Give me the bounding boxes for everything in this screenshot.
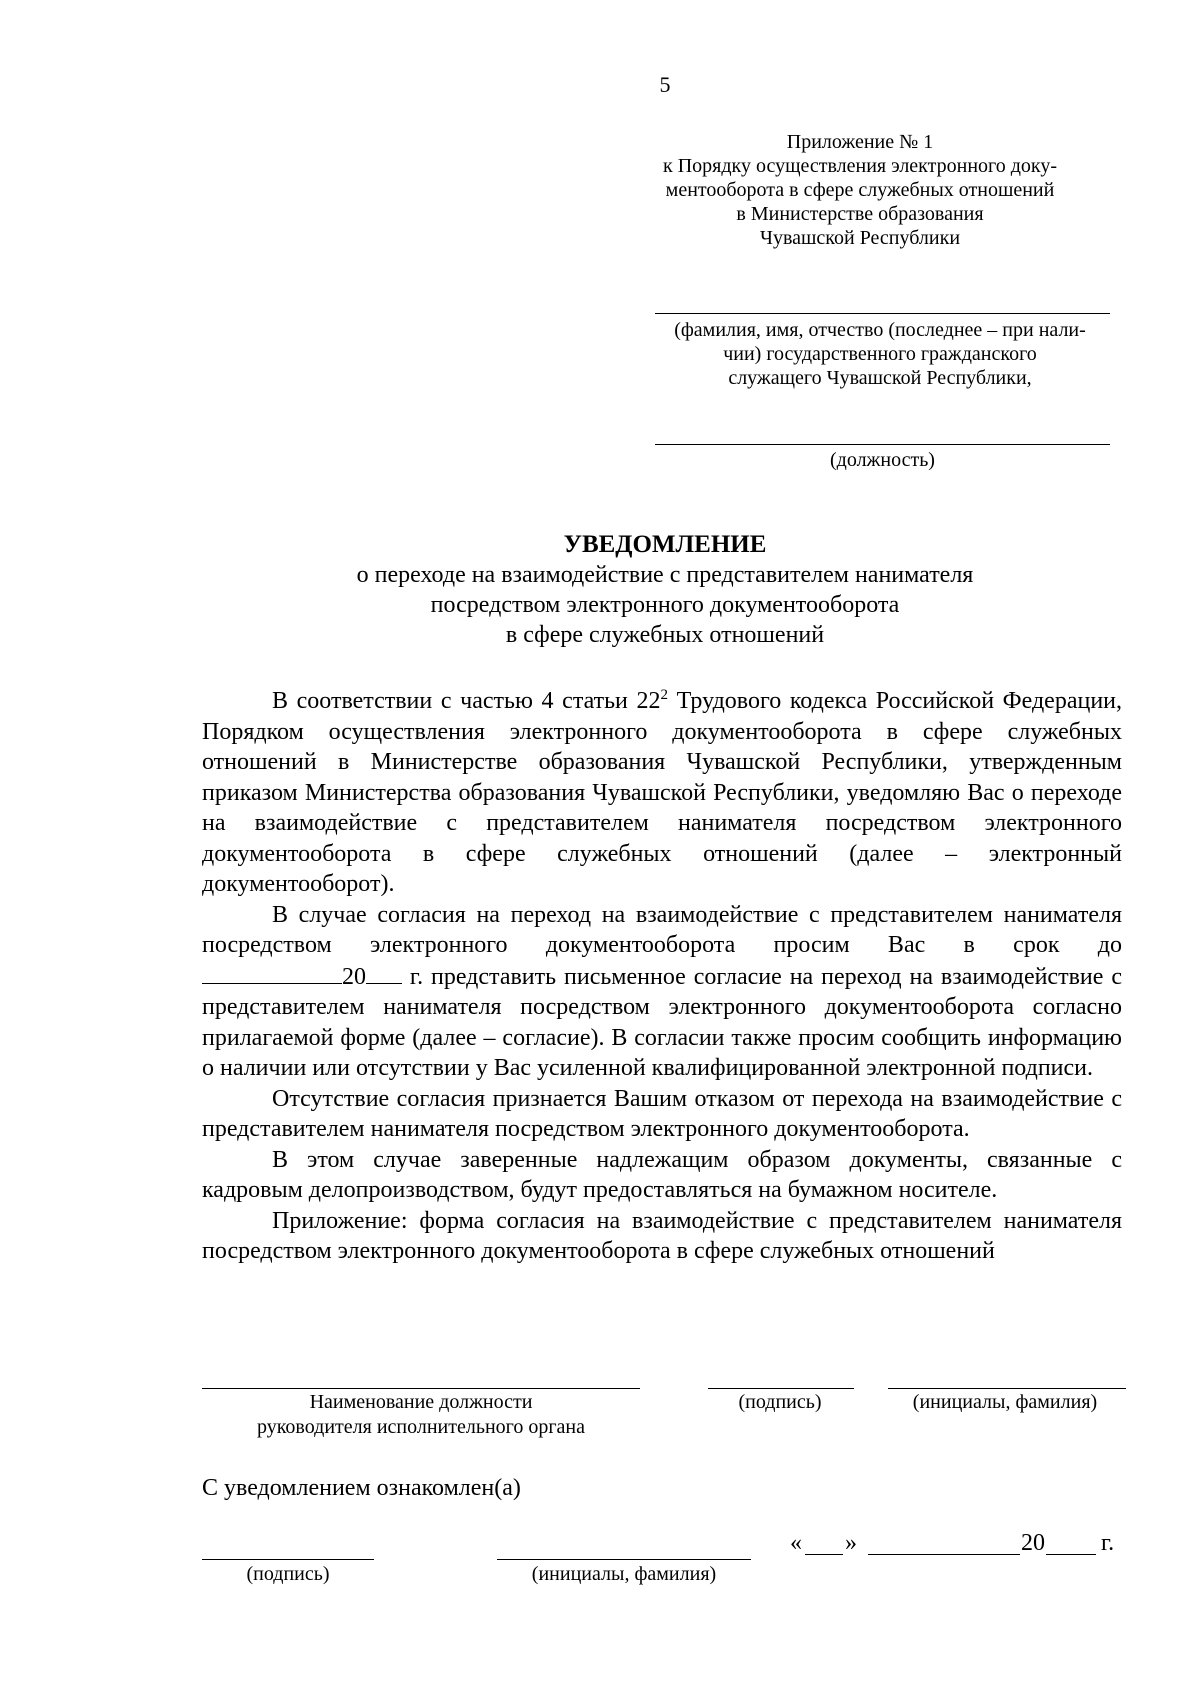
ack-initials-caption (497, 1562, 751, 1587)
caption-line: (фамилия, имя, отчество (последнее – при нали- (674, 319, 1086, 341)
caption-line: (подпись) (738, 1391, 822, 1413)
deadline-year-blank[interactable] (366, 961, 402, 984)
appendix-header (650, 130, 1070, 250)
acknowledgement-text: С уведомлением ознакомлен(а) (202, 1475, 521, 1501)
document-body (202, 680, 1122, 1267)
ack-signature-caption (202, 1562, 374, 1587)
deadline-date-blank[interactable] (202, 961, 342, 984)
caption-line: служащего Чувашской Республики, (728, 367, 1032, 389)
body-paragraph-3: Отсутствие согласия признается Вашим отказом от перехода на взаимодействие с представителем нанимателя посредством электронного документооборота. (202, 1085, 1122, 1142)
appendix-line: в Министерстве образования (736, 203, 984, 225)
p2-year-prefix: 20 (342, 963, 366, 990)
recipient-name-line (655, 313, 1110, 314)
ack-signature-line (202, 1559, 374, 1560)
date-year-prefix: 20 (1021, 1530, 1045, 1556)
body-paragraph-2-cont (202, 961, 1122, 1084)
p1-superscript: 2 (660, 687, 669, 703)
caption-line: (инициалы, фамилия) (531, 1563, 717, 1585)
p2-text-b: г. представить письменное согласие на переход на взаимодействие с представителем нанимателя посредством электронного документооборота согласно прилагаемой форме (далее – согласие). В согласии также просим сообщить информацию о наличии или отсутствии у Вас усиленной квалифицированной электронной подписи. (202, 963, 1122, 1081)
date-close-quote: » (845, 1530, 857, 1556)
caption-line: руководителя исполнительного органа (256, 1416, 586, 1438)
head-position-caption (202, 1390, 640, 1440)
caption-line: (инициалы, фамилия) (912, 1391, 1098, 1413)
recipient-name-caption (630, 318, 1130, 390)
p2-text-a: В случае согласия на переход на взаимодействие с представителем нанимателя посредством электронного документооборота просим Вас в срок до (202, 901, 1122, 958)
date-year-blank[interactable] (1046, 1532, 1096, 1555)
date-day-blank[interactable] (805, 1532, 843, 1555)
head-initials-line (888, 1388, 1126, 1389)
title-main: УВЕДОМЛЕНИЕ (563, 531, 767, 558)
head-signature-line (708, 1388, 854, 1389)
ack-initials-line (497, 1559, 751, 1560)
caption-line: чии) государственного гражданского (723, 343, 1037, 365)
document-title (200, 530, 1130, 650)
position-caption-text: (должность) (830, 449, 935, 471)
date-month-blank[interactable] (868, 1532, 1020, 1555)
appendix-line: Чувашской Республики (759, 227, 961, 249)
title-line: посредством электронного документооборота (430, 592, 900, 618)
p1-text-b: Трудового кодекса Российской Федерации, Порядком осуществления электронного документооборота в сфере служебных отношений в Министерстве образования Чувашской Республики, утвержденным приказом Министерства образования Чувашской Республики, уведомляю Вас о переходе на взаимодействие с представителем нанимателя посредством электронного документооборота в сфере служебных отношений (далее – электронный документооборот). (202, 688, 1123, 897)
body-paragraph-4: В этом случае заверенные надлежащим образом документы, связанные с кадровым делопроизводством, будут предоставляться на бумажном носителе. (202, 1146, 1122, 1203)
head-signature-caption (700, 1390, 860, 1415)
body-paragraph-1 (202, 680, 1122, 900)
caption-line: Наименование должности (309, 1391, 533, 1413)
caption-line: (подпись) (246, 1563, 330, 1585)
recipient-position-line (655, 444, 1110, 445)
recipient-position-caption (655, 448, 1110, 472)
date-year-suffix: г. (1101, 1530, 1115, 1556)
head-initials-caption (880, 1390, 1130, 1415)
p1-text-a: В соответствии с частью 4 статьи 22 (272, 688, 661, 714)
date-open-quote: « (790, 1530, 802, 1556)
appendix-line: ментооборота в сфере служебных отношений (665, 179, 1055, 201)
appendix-line: Приложение № 1 (786, 131, 934, 153)
body-paragraph-2 (202, 900, 1122, 961)
page-number: 5 (659, 72, 671, 97)
body-paragraph-5: Приложение: форма согласия на взаимодействие с представителем нанимателя посредством электронного документооборота в сфере служебных отношений (202, 1207, 1122, 1264)
appendix-line: к Порядку осуществления электронного доку- (662, 155, 1057, 177)
head-position-line (202, 1388, 640, 1389)
title-line: в сфере служебных отношений (505, 622, 825, 648)
title-line: о переходе на взаимодействие с представителем нанимателя (356, 562, 974, 588)
